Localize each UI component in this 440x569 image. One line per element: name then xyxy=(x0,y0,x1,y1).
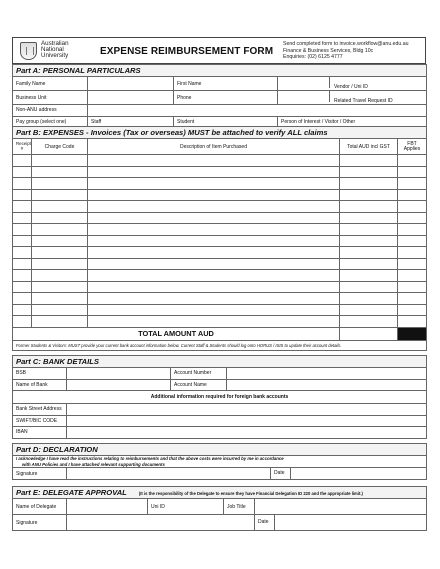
receipt-cell[interactable] xyxy=(13,235,32,247)
charge-code-cell[interactable] xyxy=(32,270,88,282)
phone-label: Phone xyxy=(174,91,278,105)
part-d-table xyxy=(12,443,427,480)
fbt-cell[interactable] xyxy=(398,201,427,213)
anu-crest-icon xyxy=(20,42,37,60)
description-cell[interactable] xyxy=(88,293,340,305)
receipt-cell[interactable] xyxy=(13,224,32,236)
declaration-line: with ANU Policies and I have attached relevant supporting documents xyxy=(22,461,165,467)
delegate-date-label: Date xyxy=(255,515,275,530)
foreign-bank-heading: Additional information required for foreign bank accounts xyxy=(13,391,427,404)
description-cell[interactable] xyxy=(88,155,340,167)
total-cell[interactable] xyxy=(340,270,398,282)
description-cell[interactable] xyxy=(88,166,340,178)
receipt-cell[interactable] xyxy=(13,304,32,316)
total-cell[interactable] xyxy=(340,304,398,316)
description-cell[interactable] xyxy=(88,247,340,259)
description-cell[interactable] xyxy=(88,258,340,270)
part-e-title-text: Part E: DELEGATE APPROVAL xyxy=(16,488,127,497)
expense-row xyxy=(13,201,427,213)
part-b-table xyxy=(12,126,427,351)
delegate-name-label: Name of Delegate xyxy=(13,499,67,515)
receipt-cell[interactable] xyxy=(13,293,32,305)
total-cell[interactable] xyxy=(340,247,398,259)
account-name-field[interactable] xyxy=(227,379,427,391)
charge-code-cell[interactable] xyxy=(32,281,88,293)
fbt-cell[interactable] xyxy=(398,235,427,247)
description-header: Description of Item Purchased xyxy=(88,139,340,155)
charge-code-cell[interactable] xyxy=(32,189,88,201)
total-label: TOTAL AMOUNT AUD xyxy=(13,327,340,340)
expense-row xyxy=(13,270,427,282)
expense-rows xyxy=(13,155,427,328)
part-e-table xyxy=(12,486,427,531)
receipt-cell[interactable] xyxy=(13,270,32,282)
bank-street-address-field[interactable] xyxy=(67,404,427,416)
vendor-uni-id-label: Vendor / Uni ID xyxy=(334,84,368,90)
vendor-uni-id-field[interactable] xyxy=(278,77,427,91)
expense-row xyxy=(13,189,427,201)
charge-code-cell[interactable] xyxy=(32,316,88,328)
bsb-label: BSB xyxy=(13,368,67,380)
send-line: Send completed form to invoice.workflow@anu.edu.au xyxy=(283,41,409,47)
fbt-cell[interactable] xyxy=(398,247,427,259)
travel-request-field[interactable] xyxy=(278,91,427,105)
charge-code-cell[interactable] xyxy=(32,247,88,259)
bank-street-address-label: Bank Street Address xyxy=(13,404,67,416)
fbt-cell[interactable] xyxy=(398,281,427,293)
job-title-label: Job Title xyxy=(224,499,255,515)
charge-code-header: Charge Code xyxy=(32,139,88,155)
non-anu-address-field[interactable] xyxy=(88,105,427,117)
account-number-field[interactable] xyxy=(227,368,427,380)
total-cell[interactable] xyxy=(340,212,398,224)
send-instructions xyxy=(283,41,409,61)
job-title-field[interactable] xyxy=(255,499,427,515)
declaration-signature-field[interactable] xyxy=(67,468,271,480)
total-cell[interactable] xyxy=(340,201,398,213)
receipt-header: Receipt # xyxy=(13,139,32,155)
family-name-label: Family Name xyxy=(13,77,88,91)
charge-code-cell[interactable] xyxy=(32,212,88,224)
declaration-text xyxy=(13,456,427,468)
receipt-cell[interactable] xyxy=(13,178,32,190)
charge-code-cell[interactable] xyxy=(32,201,88,213)
description-cell[interactable] xyxy=(88,212,340,224)
description-cell[interactable] xyxy=(88,235,340,247)
declaration-date-field[interactable] xyxy=(271,468,427,480)
travel-request-id-label: Related Travel Request ID xyxy=(334,98,393,104)
charge-code-cell[interactable] xyxy=(32,224,88,236)
expense-row xyxy=(13,247,427,259)
charge-code-cell[interactable] xyxy=(32,155,88,167)
delegate-signature-field[interactable] xyxy=(67,515,255,531)
first-name-text: First Name xyxy=(177,80,202,87)
total-amount-field[interactable] xyxy=(340,327,398,340)
declaration-date-label: Date xyxy=(271,468,291,479)
receipt-cell[interactable] xyxy=(13,201,32,213)
swift-field[interactable] xyxy=(67,415,427,427)
fbt-cell[interactable] xyxy=(398,166,427,178)
total-cell[interactable] xyxy=(340,293,398,305)
fbt-cell[interactable] xyxy=(398,224,427,236)
total-header: Total AUD incl GST xyxy=(340,139,398,155)
account-number-label: Account Number xyxy=(171,368,227,380)
total-fbt-cell xyxy=(398,327,427,340)
part-a-title: Part A: PERSONAL PARTICULARS xyxy=(13,65,427,77)
part-d-title: Part D: DECLARATION xyxy=(13,444,427,456)
total-cell[interactable] xyxy=(340,224,398,236)
iban-label: IBAN xyxy=(13,427,67,439)
fbt-cell[interactable] xyxy=(398,189,427,201)
charge-code-cell[interactable] xyxy=(32,304,88,316)
declaration-signature-label: Signature xyxy=(13,468,67,480)
total-cell[interactable] xyxy=(340,166,398,178)
expense-row xyxy=(13,258,427,270)
total-cell[interactable] xyxy=(340,258,398,270)
fbt-header: FBT Applies xyxy=(398,139,427,155)
expense-row xyxy=(13,166,427,178)
uni-id-label: Uni ID xyxy=(151,503,165,510)
expense-row xyxy=(13,212,427,224)
receipt-cell[interactable] xyxy=(13,258,32,270)
delegate-name-field[interactable] xyxy=(67,499,148,515)
total-cell[interactable] xyxy=(340,189,398,201)
receipt-cell[interactable] xyxy=(13,247,32,259)
description-cell[interactable] xyxy=(88,178,340,190)
total-cell[interactable] xyxy=(340,178,398,190)
business-unit-field[interactable] xyxy=(88,91,174,105)
form-title: EXPENSE REIMBURSEMENT FORM xyxy=(100,46,274,57)
delegate-signature-label: Signature xyxy=(13,515,67,531)
fbt-cell[interactable] xyxy=(398,293,427,305)
iban-field[interactable] xyxy=(67,427,427,439)
logo-line: Australian xyxy=(41,40,69,47)
receipt-cell[interactable] xyxy=(13,155,32,167)
anu-logo xyxy=(20,41,100,63)
form-header xyxy=(12,37,426,64)
part-e-note: (It is the responsibility of the Delegate to ensure they have Financial Delegation ID 220 and the appropriate limit.) xyxy=(138,491,363,496)
name-of-bank-field[interactable] xyxy=(67,379,171,391)
total-cell[interactable] xyxy=(340,316,398,328)
expense-row xyxy=(13,178,427,190)
charge-code-cell[interactable] xyxy=(32,293,88,305)
student-label: Student xyxy=(177,118,195,125)
fbt-cell[interactable] xyxy=(398,258,427,270)
delegate-date-field[interactable] xyxy=(255,515,427,531)
expense-row xyxy=(13,304,427,316)
description-cell[interactable] xyxy=(88,189,340,201)
family-name-field[interactable] xyxy=(88,77,174,91)
first-name-label xyxy=(174,77,278,91)
logo-line: National xyxy=(41,46,64,54)
part-c-title: Part C: BANK DETAILS xyxy=(13,356,427,368)
receipt-cell[interactable] xyxy=(13,166,32,178)
expense-row xyxy=(13,224,427,236)
fbt-cell[interactable] xyxy=(398,178,427,190)
fbt-cell[interactable] xyxy=(398,155,427,167)
poi-label: Person of Interest / Visitor / Other xyxy=(281,118,356,125)
fbt-cell[interactable] xyxy=(398,304,427,316)
expense-row xyxy=(13,293,427,305)
logo-text xyxy=(41,41,69,60)
description-cell[interactable] xyxy=(88,316,340,328)
part-c-table xyxy=(12,355,427,439)
charge-code-cell[interactable] xyxy=(32,178,88,190)
description-cell[interactable] xyxy=(88,281,340,293)
charge-code-cell[interactable] xyxy=(32,235,88,247)
fbt-cell[interactable] xyxy=(398,270,427,282)
fbt-cell[interactable] xyxy=(398,316,427,328)
expense-row xyxy=(13,155,427,167)
name-of-bank-label: Name of Bank xyxy=(13,379,67,391)
logo-line: University xyxy=(41,52,69,60)
uni-id-field[interactable] xyxy=(148,499,224,515)
bsb-field[interactable] xyxy=(67,368,171,380)
receipt-cell[interactable] xyxy=(13,281,32,293)
send-line: Enquiries: (02) 6125 4777 xyxy=(283,54,343,61)
swift-label: SWIFT/BIC CODE xyxy=(13,415,67,427)
description-cell[interactable] xyxy=(88,270,340,282)
receipt-cell[interactable] xyxy=(13,189,32,201)
expense-row xyxy=(13,316,427,328)
fbt-cell[interactable] xyxy=(398,212,427,224)
part-e-title xyxy=(13,487,427,499)
description-cell[interactable] xyxy=(88,224,340,236)
total-cell[interactable] xyxy=(340,281,398,293)
expense-row xyxy=(13,235,427,247)
receipt-cell[interactable] xyxy=(13,212,32,224)
total-cell[interactable] xyxy=(340,235,398,247)
total-cell[interactable] xyxy=(340,155,398,167)
business-unit-label: Business Unit xyxy=(13,91,88,105)
description-cell[interactable] xyxy=(88,304,340,316)
send-line: Finance & Business Services, Bldg 10c xyxy=(283,47,374,54)
declaration-line: I acknowledge I have read the instructions relating to reimbursements and that the above costs were incurred by me in accordance xyxy=(16,456,284,462)
bank-note: Former Students & Visitors: MUST provide your current bank account information below. Current Staff & Students should log onto HORUS / ISIS to update their account details. xyxy=(13,340,427,350)
account-name-label: Account Name xyxy=(171,379,227,391)
part-a-table xyxy=(12,64,427,128)
charge-code-cell[interactable] xyxy=(32,258,88,270)
pay-group-label: Pay group (select one) xyxy=(13,116,88,128)
part-b-title: Part B: EXPENSES - Invoices (Tax or overseas) MUST be attached to verify ALL claims xyxy=(13,127,427,139)
expense-row xyxy=(13,281,427,293)
description-cell[interactable] xyxy=(88,201,340,213)
staff-label: Staff xyxy=(91,118,102,125)
charge-code-cell[interactable] xyxy=(32,166,88,178)
receipt-cell[interactable] xyxy=(13,316,32,328)
non-anu-address-label: Non-ANU address xyxy=(13,105,88,117)
